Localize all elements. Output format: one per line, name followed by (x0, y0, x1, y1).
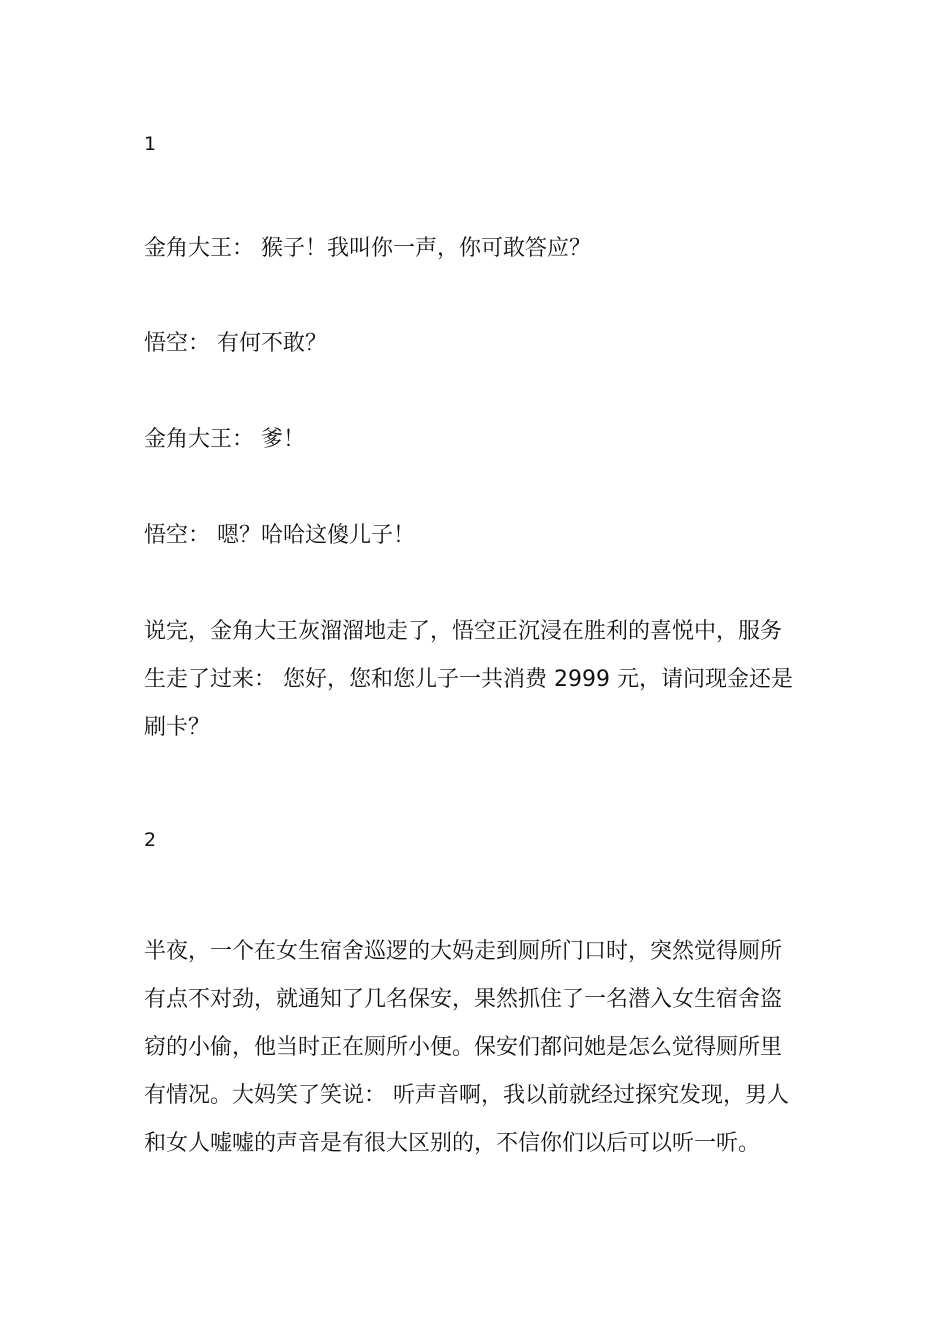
narration-line-2: 生走了过来： 您好，您和您儿子一共消费 2999 元，请问现金还是 (144, 667, 793, 692)
dialogue-line-4: 悟空： 嗯？哈哈这傻儿子！ (144, 523, 415, 548)
story-line-2: 有点不对劲，就通知了几名保安，果然抓住了一名潜入女生宿舍盗 (144, 987, 783, 1012)
dialogue-line-1: 金角大王： 猴子！我叫你一声，你可敢答应？ (144, 236, 591, 261)
narration-line-3: 刷卡？ (144, 715, 211, 740)
dialogue-line-2: 悟空： 有何不敢？ (144, 331, 327, 356)
narration-line-1: 说完，金角大王灰溜溜地走了，悟空正沉浸在胜利的喜悦中，服务 (144, 619, 783, 644)
story-line-3: 窃的小偷，他当时正在厕所小便。保安们都问她是怎么觉得厕所里 (144, 1035, 783, 1060)
narration-paragraph (144, 608, 814, 752)
dialogue-line-3: 金角大王： 爹！ (144, 427, 305, 452)
story-paragraph (144, 928, 814, 1168)
section-number-1: 1 (144, 133, 157, 155)
story-line-1: 半夜，一个在女生宿舍巡逻的大妈走到厕所门口时，突然觉得厕所 (144, 939, 783, 964)
section-number-2: 2 (144, 829, 157, 851)
story-line-5: 和女人嘘嘘的声音是有很大区别的，不信你们以后可以听一听。 (144, 1131, 761, 1156)
story-line-4: 有情况。大妈笑了笑说： 听声音啊，我以前就经过探究发现，男人 (144, 1083, 789, 1108)
